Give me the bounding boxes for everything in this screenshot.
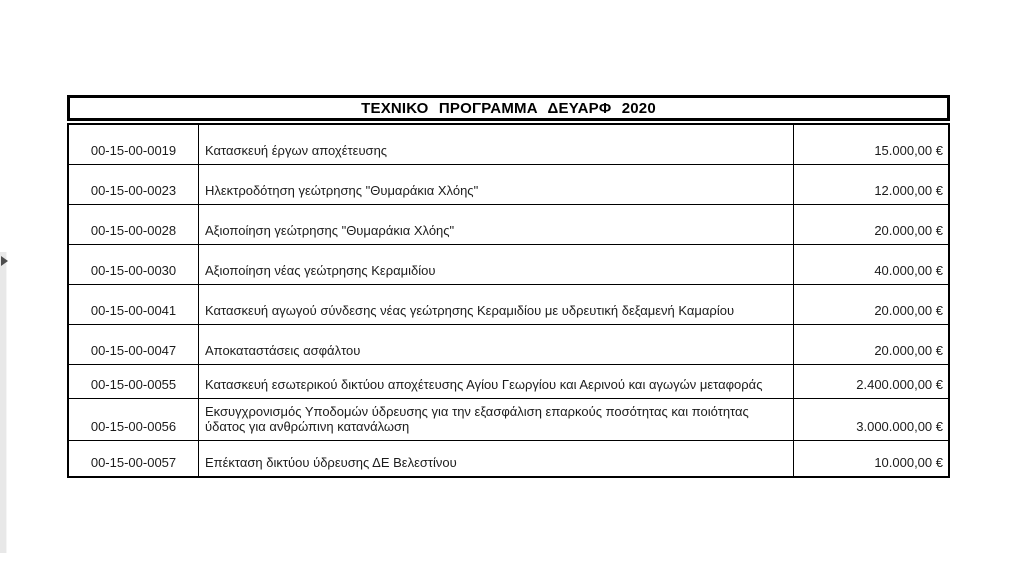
- project-code-cell: 00-15-00-0019: [90, 143, 177, 158]
- project-description-cell: Εκσυγχρονισμός Υποδομών ύδρευσης για την εξασφάλιση επαρκούς ποσότητας και ποιότητας ύδατος για ανθρώπινη κατανάλωση: [198, 399, 794, 440]
- table-row: [69, 365, 948, 399]
- project-code-cell: 00-15-00-0023: [90, 183, 177, 198]
- project-description-cell: Κατασκευή εσωτερικού δικτύου αποχέτευσης Αγίου Γεωργίου και Αερινού και αγωγών μεταφοράς: [198, 365, 794, 398]
- table-title: ΤΕΧΝΙΚΟ ΠΡΟΓΡΑΜΜΑ ΔΕΥΑΡΦ 2020: [361, 99, 656, 117]
- project-amount-cell: 20.000,00 €: [874, 303, 943, 318]
- project-amount-cell: 15.000,00 €: [874, 143, 943, 158]
- project-description-cell: Αποκαταστάσεις ασφάλτου: [198, 325, 794, 364]
- technical-program-table: [67, 95, 950, 478]
- table-row: [69, 205, 948, 245]
- table-row: [69, 165, 948, 205]
- project-description-cell: Επέκταση δικτύου ύδρευσης ΔΕ Βελεστίνου: [198, 441, 794, 476]
- project-description-cell: Ηλεκτροδότηση γεώτρησης "Θυμαράκια Χλόης": [198, 165, 794, 204]
- table-body: [67, 123, 950, 478]
- right-triangle-icon: [1, 256, 8, 266]
- table-row: [69, 441, 948, 476]
- project-code-cell: 00-15-00-0055: [90, 377, 177, 392]
- project-amount-cell: 12.000,00 €: [874, 183, 943, 198]
- table-row: [69, 285, 948, 325]
- project-amount-cell: 10.000,00 €: [874, 455, 943, 470]
- project-description-cell: Αξιοποίηση γεώτρησης "Θυμαράκια Χλόης": [198, 205, 794, 244]
- project-amount-cell: 3.000.000,00 €: [856, 419, 943, 434]
- project-description-cell: Κατασκευή αγωγού σύνδεσης νέας γεώτρησης Κεραμιδίου με υδρευτική δεξαμενή Καμαρίου: [198, 285, 794, 324]
- collapsed-sidebar-strip: [0, 252, 7, 553]
- project-amount-cell: 2.400.000,00 €: [856, 377, 943, 392]
- project-code-cell: 00-15-00-0030: [90, 263, 177, 278]
- table-row: [69, 125, 948, 165]
- project-amount-cell: 40.000,00 €: [874, 263, 943, 278]
- table-row: [69, 399, 948, 441]
- project-code-cell: 00-15-00-0041: [90, 303, 177, 318]
- table-title-row: [67, 95, 950, 121]
- table-row: [69, 325, 948, 365]
- project-description-cell: Αξιοποίηση νέας γεώτρησης Κεραμιδίου: [198, 245, 794, 284]
- project-description-cell: Κατασκευή έργων αποχέτευσης: [198, 125, 794, 164]
- project-amount-cell: 20.000,00 €: [874, 343, 943, 358]
- project-code-cell: 00-15-00-0047: [90, 343, 177, 358]
- project-code-cell: 00-15-00-0057: [90, 455, 177, 470]
- project-amount-cell: 20.000,00 €: [874, 223, 943, 238]
- project-code-cell: 00-15-00-0028: [90, 223, 177, 238]
- panel-expand-button[interactable]: [1, 254, 13, 268]
- project-code-cell: 00-15-00-0056: [90, 419, 177, 434]
- table-row: [69, 245, 948, 285]
